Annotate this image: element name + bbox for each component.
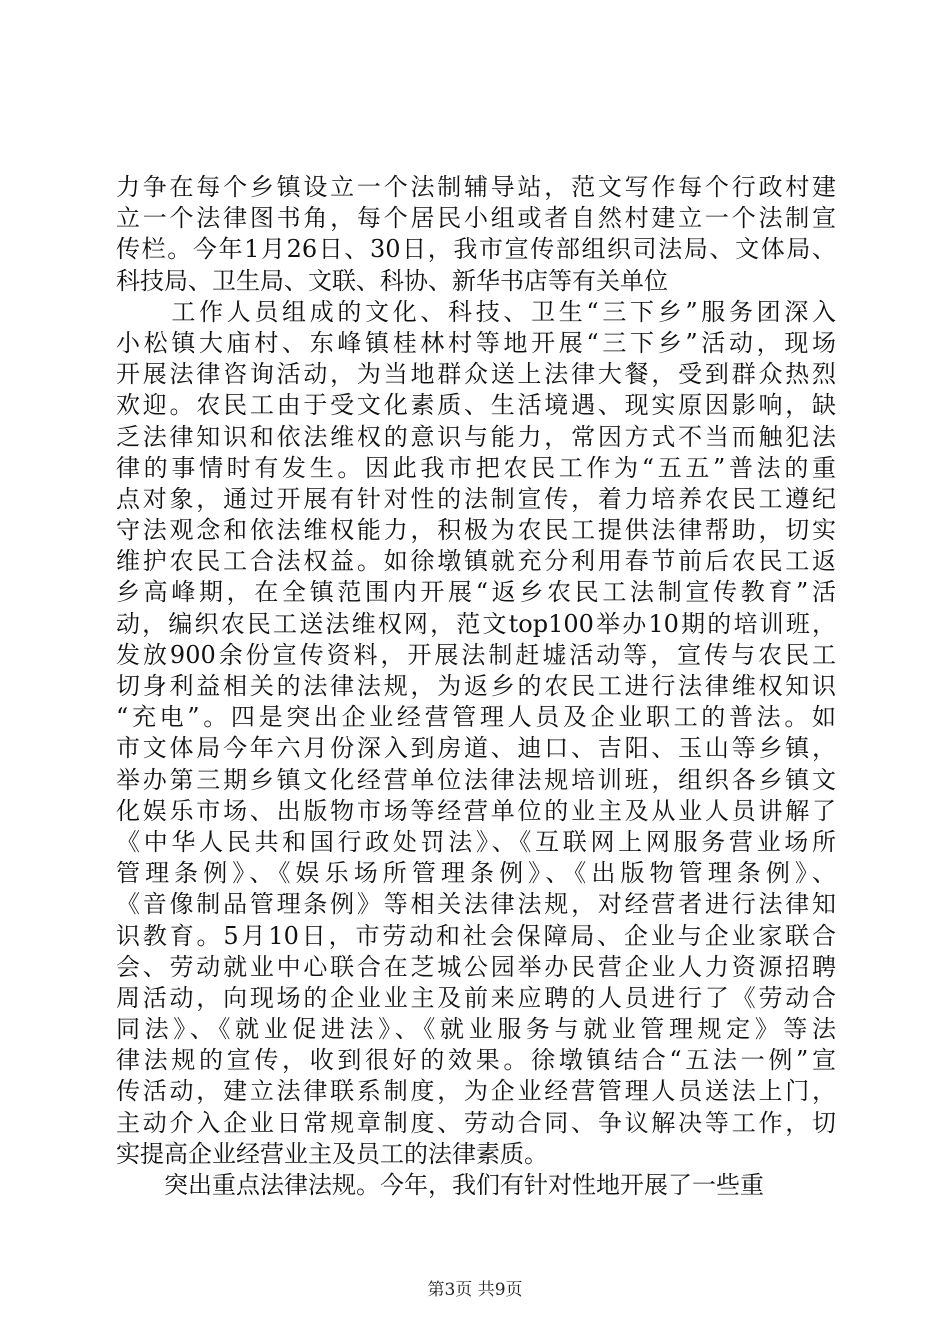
text-line: 管理条例》、《娱乐场所管理条例》、《出版物管理条例》、 (116, 859, 836, 888)
text-line: 识教育。5月10日，市劳动和社会保障局、企业与企业家联合 (116, 921, 836, 950)
text-line: 律的事情时有发生。因此我市把农民工作为“五五”普法的重 (116, 453, 836, 482)
text-line: 律法规的宣传，收到很好的效果。徐墩镇结合“五法一例”宣 (116, 1046, 836, 1075)
text-line: 动，编织农民工送法维权网，范文top100举办10期的培训班， (116, 609, 836, 638)
text-line: 化娱乐市场、出版物市场等经营单位的业主及从业人员讲解了 (116, 796, 836, 825)
text-line: 守法观念和依法维权能力，积极为农民工提供法律帮助，切实 (116, 516, 836, 545)
text-line: 主动介入企业日常规章制度、劳动合同、争议解决等工作，切 (116, 1108, 836, 1137)
text-line: 乡高峰期，在全镇范围内开展“返乡农民工法制宣传教育”活 (116, 578, 836, 607)
text-line: 立一个法律图书角，每个居民小组或者自然村建立一个法制宣 (116, 204, 836, 233)
text-line: “充电”。四是突出企业经营管理人员及企业职工的普法。如 (116, 703, 836, 732)
body-text (116, 172, 836, 1201)
text-line: 《音像制品管理条例》等相关法律法规，对经营者进行法律知 (116, 890, 836, 919)
text-line: 同法》、《就业促进法》、《就业服务与就业管理规定》等法 (116, 1015, 836, 1044)
page-footer: 第3页 共9页 (427, 1280, 523, 1300)
text-line: 实提高企业经营业主及员工的法律素质。 (116, 1139, 548, 1168)
text-line: 传活动，建立法律联系制度，为企业经营管理人员送法上门， (116, 1077, 836, 1106)
text-line: 会、劳动就业中心联合在芝城公园举办民营企业人力资源招聘 (116, 952, 836, 981)
text-line: 点对象，通过开展有针对性的法制宣传，着力培养农民工遵纪 (116, 484, 836, 513)
text-line: 欢迎。农民工由于受文化素质、生活境遇、现实原因影响，缺 (116, 391, 836, 420)
text-line: 切身利益相关的法律法规，为返乡的农民工进行法律维权知识 (116, 672, 836, 700)
text-line: 科技局、卫生局、文联、科协、新华书店等有关单位 (116, 266, 668, 295)
text-line: 乏法律知识和依法维权的意识与能力，常因方式不当而触犯法 (116, 422, 836, 451)
text-line: 《中华人民共和国行政处罚法》、《互联网上网服务营业场所 (116, 827, 836, 856)
text-line: 市文体局今年六月份深入到房道、迪口、吉阳、玉山等乡镇， (116, 734, 836, 763)
text-line: 发放900余份宣传资料，开展法制赶墟活动等，宣传与农民工 (116, 640, 836, 669)
text-line: 力争在每个乡镇设立一个法制辅导站，范文写作每个行政村建 (116, 173, 836, 201)
text-line: 突出重点法律法规。今年，我们有针对性地开展了一些重 (116, 1171, 764, 1199)
text-line: 开展法律咨询活动，为当地群众送上法律大餐，受到群众热烈 (116, 360, 836, 389)
text-line: 举办第三期乡镇文化经营单位法律法规培训班，组织各乡镇文 (116, 765, 836, 794)
text-line: 工作人员组成的文化、科技、卫生“三下乡”服务团深入 (116, 297, 836, 326)
text-line: 维护农民工合法权益。如徐墩镇就充分利用春节前后农民工返 (116, 547, 836, 576)
text-line: 周活动，向现场的企业业主及前来应聘的人员进行了《劳动合 (116, 983, 836, 1012)
text-line: 小松镇大庙村、东峰镇桂林村等地开展“三下乡”活动，现场 (116, 328, 836, 357)
text-line: 传栏。今年1月26日、30日，我市宣传部组织司法局、文体局、 (116, 235, 836, 264)
